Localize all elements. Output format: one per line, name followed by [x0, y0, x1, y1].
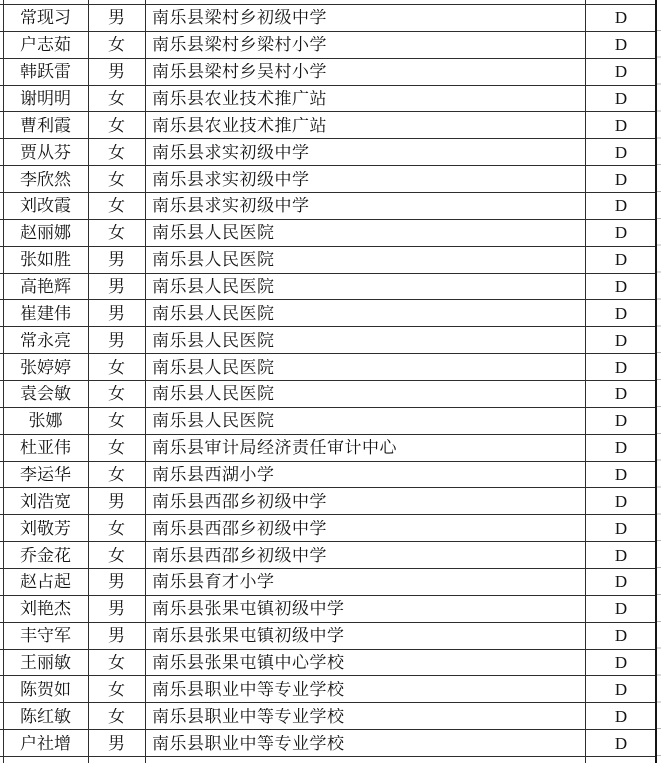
- cell-name[interactable]: 赵占起: [20, 573, 71, 591]
- cell-gender[interactable]: 男: [108, 63, 125, 81]
- cell-name[interactable]: 谢明明: [20, 90, 71, 107]
- table-row: [0, 220, 657, 247]
- cell-gender[interactable]: 男: [108, 573, 125, 591]
- cell-gender[interactable]: 男: [108, 492, 125, 510]
- cell-gender[interactable]: 女: [108, 116, 125, 134]
- table-row: [0, 650, 657, 677]
- cell-gender[interactable]: 女: [108, 90, 125, 107]
- cell-work-unit[interactable]: 南乐县梁村乡梁村小学: [152, 36, 327, 54]
- cell-name[interactable]: 常现习: [20, 9, 71, 27]
- cell-work-unit[interactable]: 南乐县职业中等专业学校: [152, 707, 345, 725]
- cell-grade[interactable]: D: [614, 331, 628, 349]
- cell-name[interactable]: 杜亚伟: [20, 439, 71, 457]
- cell-work-unit[interactable]: 南乐县求实初级中学: [152, 143, 310, 161]
- cell-gender[interactable]: 女: [108, 170, 125, 188]
- table-row: [0, 569, 657, 596]
- cell-name[interactable]: 陈红敏: [20, 707, 71, 725]
- cell-grade[interactable]: D: [614, 546, 628, 564]
- cell-name[interactable]: 李欣然: [20, 170, 71, 188]
- cell-grade[interactable]: D: [614, 9, 628, 27]
- cell-grade[interactable]: D: [614, 680, 628, 698]
- table-row: [0, 354, 657, 381]
- cell-gender[interactable]: 女: [108, 680, 125, 698]
- cell-name[interactable]: 高艳辉: [20, 278, 71, 296]
- cell-grade[interactable]: D: [614, 36, 628, 54]
- table-row: [0, 166, 657, 193]
- cell-work-unit[interactable]: 南乐县张果屯镇中心学校: [152, 654, 345, 672]
- table-row: [0, 703, 657, 730]
- cell-name[interactable]: 李运华: [20, 466, 71, 484]
- cell-gender[interactable]: 女: [108, 654, 125, 672]
- cell-gender[interactable]: 男: [108, 331, 125, 349]
- cell-grade[interactable]: D: [614, 197, 628, 215]
- cell-grade[interactable]: D: [614, 519, 628, 537]
- cell-gender[interactable]: 女: [108, 439, 125, 457]
- cell-grade[interactable]: D: [614, 278, 628, 296]
- cell-work-unit[interactable]: 南乐县育才小学: [152, 573, 275, 591]
- cell-name[interactable]: 刘改霞: [20, 197, 71, 215]
- cell-name[interactable]: 户志茹: [20, 36, 71, 54]
- cell-grade[interactable]: D: [614, 466, 628, 484]
- cell-work-unit[interactable]: 南乐县农业技术推广站: [152, 116, 327, 134]
- cell-grade[interactable]: D: [614, 385, 628, 403]
- cell-gender[interactable]: 女: [108, 358, 125, 376]
- cell-work-unit[interactable]: 南乐县人民医院: [152, 304, 275, 322]
- cell-work-unit[interactable]: 南乐县求实初级中学: [152, 170, 310, 188]
- cell-gender[interactable]: 男: [108, 9, 125, 27]
- cell-work-unit[interactable]: 南乐县西湖小学: [152, 466, 275, 484]
- cell-gender[interactable]: 女: [108, 36, 125, 54]
- gridline-table-left-border: [3, 0, 4, 763]
- cell-work-unit[interactable]: 南乐县人民医院: [152, 278, 275, 296]
- table-row: [0, 274, 657, 301]
- cell-work-unit[interactable]: 南乐县求实初级中学: [152, 197, 310, 215]
- table-row: [0, 5, 657, 32]
- cell-name[interactable]: 张如胜: [20, 251, 71, 269]
- cell-name[interactable]: 常永亮: [20, 331, 71, 349]
- table-row: [0, 676, 657, 703]
- cell-grade[interactable]: D: [614, 412, 628, 430]
- gridline-unit-grade-divider: [585, 0, 586, 763]
- cell-gender[interactable]: 男: [108, 734, 125, 752]
- gridline-gender-unit-divider: [145, 0, 146, 763]
- cell-work-unit[interactable]: 南乐县西邵乡初级中学: [152, 519, 327, 537]
- table-row: [0, 59, 657, 86]
- cell-work-unit[interactable]: 南乐县农业技术推广站: [152, 90, 327, 107]
- cell-name[interactable]: 袁会敏: [20, 385, 71, 403]
- table-row: [0, 86, 657, 113]
- table-row: [0, 596, 657, 623]
- cell-gender[interactable]: 女: [108, 546, 125, 564]
- table-row: [0, 542, 657, 569]
- cell-name[interactable]: 崔建伟: [20, 304, 71, 322]
- cell-work-unit[interactable]: 南乐县西邵乡初级中学: [152, 492, 327, 510]
- cell-grade[interactable]: D: [614, 707, 628, 725]
- cell-gender[interactable]: 男: [108, 600, 125, 618]
- table-row: [0, 381, 657, 408]
- cell-grade[interactable]: D: [614, 439, 628, 457]
- cell-gender[interactable]: 女: [108, 197, 125, 215]
- table-row: [0, 435, 657, 462]
- cell-grade[interactable]: D: [614, 143, 628, 161]
- table-row: [0, 730, 657, 757]
- cell-grade[interactable]: D: [614, 600, 628, 618]
- cell-gender[interactable]: 女: [108, 224, 125, 242]
- cell-gender[interactable]: 女: [108, 707, 125, 725]
- cell-name[interactable]: 张婷婷: [20, 358, 71, 376]
- cell-work-unit[interactable]: 南乐县梁村乡初级中学: [152, 9, 327, 27]
- table-row: [0, 300, 657, 327]
- cell-work-unit[interactable]: 南乐县人民医院: [152, 385, 275, 403]
- cell-name[interactable]: 乔金花: [20, 546, 71, 564]
- table-row: [0, 488, 657, 515]
- cell-grade[interactable]: D: [614, 116, 628, 134]
- cell-name[interactable]: 陈贺如: [20, 680, 71, 698]
- cell-gender[interactable]: 男: [108, 251, 125, 269]
- cell-grade[interactable]: D: [614, 627, 628, 645]
- cell-work-unit[interactable]: 南乐县职业中等专业学校: [152, 680, 345, 698]
- table-row: [0, 327, 657, 354]
- cell-gender[interactable]: 男: [108, 304, 125, 322]
- cell-gender[interactable]: 女: [108, 385, 125, 403]
- cell-name[interactable]: 张娜: [28, 412, 63, 430]
- cell-name[interactable]: 贾从芬: [20, 143, 71, 161]
- cell-work-unit[interactable]: 南乐县人民医院: [152, 331, 275, 349]
- cell-name[interactable]: 刘浩宽: [20, 492, 71, 510]
- cell-gender[interactable]: 男: [108, 627, 125, 645]
- table-row: [0, 112, 657, 139]
- table-row: [0, 32, 657, 59]
- cell-work-unit[interactable]: 南乐县人民医院: [152, 412, 275, 430]
- cell-grade[interactable]: D: [614, 63, 628, 81]
- table-row: [0, 462, 657, 489]
- cell-name[interactable]: 赵丽娜: [20, 224, 71, 242]
- cell-name[interactable]: 刘敬芳: [20, 519, 71, 537]
- cell-work-unit[interactable]: 南乐县人民医院: [152, 224, 275, 242]
- cell-gender[interactable]: 女: [108, 143, 125, 161]
- cell-grade[interactable]: D: [614, 224, 628, 242]
- table-body: [0, 4, 657, 757]
- table-row: [0, 247, 657, 274]
- cell-name[interactable]: 曹利霞: [20, 116, 71, 134]
- cell-work-unit[interactable]: 南乐县张果屯镇初级中学: [152, 600, 345, 618]
- cell-gender[interactable]: 女: [108, 412, 125, 430]
- cell-gender[interactable]: 男: [108, 278, 125, 296]
- adjacent-column-sliver: [657, 4, 661, 757]
- cell-name[interactable]: 王丽敏: [20, 654, 71, 672]
- table-row: [0, 139, 657, 166]
- cell-grade[interactable]: D: [614, 654, 628, 672]
- table-row: [0, 515, 657, 542]
- table-row: [0, 408, 657, 435]
- cell-gender[interactable]: 女: [108, 519, 125, 537]
- cell-grade[interactable]: D: [614, 170, 628, 188]
- cell-grade[interactable]: D: [614, 358, 628, 376]
- cell-work-unit[interactable]: 南乐县西邵乡初级中学: [152, 546, 327, 564]
- gridline-name-gender-divider: [88, 0, 89, 763]
- cell-grade[interactable]: D: [614, 304, 628, 322]
- cell-gender[interactable]: 女: [108, 466, 125, 484]
- cell-work-unit[interactable]: 南乐县梁村乡吴村小学: [152, 63, 327, 81]
- cell-work-unit[interactable]: 南乐县人民医院: [152, 358, 275, 376]
- cell-work-unit[interactable]: 南乐县职业中等专业学校: [152, 734, 345, 752]
- cell-name[interactable]: 刘艳杰: [20, 600, 71, 618]
- cell-grade[interactable]: D: [614, 734, 628, 752]
- cell-name[interactable]: 丰守军: [20, 627, 71, 645]
- cell-grade[interactable]: D: [614, 251, 628, 269]
- cell-grade[interactable]: D: [614, 573, 628, 591]
- cell-work-unit[interactable]: 南乐县人民医院: [152, 251, 275, 269]
- cell-name[interactable]: 韩跃雷: [20, 63, 71, 81]
- table-row: [0, 193, 657, 220]
- cell-work-unit[interactable]: 南乐县审计局经济责任审计中心: [152, 439, 397, 457]
- cell-grade[interactable]: D: [614, 492, 628, 510]
- cell-work-unit[interactable]: 南乐县张果屯镇初级中学: [152, 627, 345, 645]
- table-row: [0, 623, 657, 650]
- cell-name[interactable]: 户社增: [20, 734, 71, 752]
- cell-grade[interactable]: D: [614, 90, 628, 107]
